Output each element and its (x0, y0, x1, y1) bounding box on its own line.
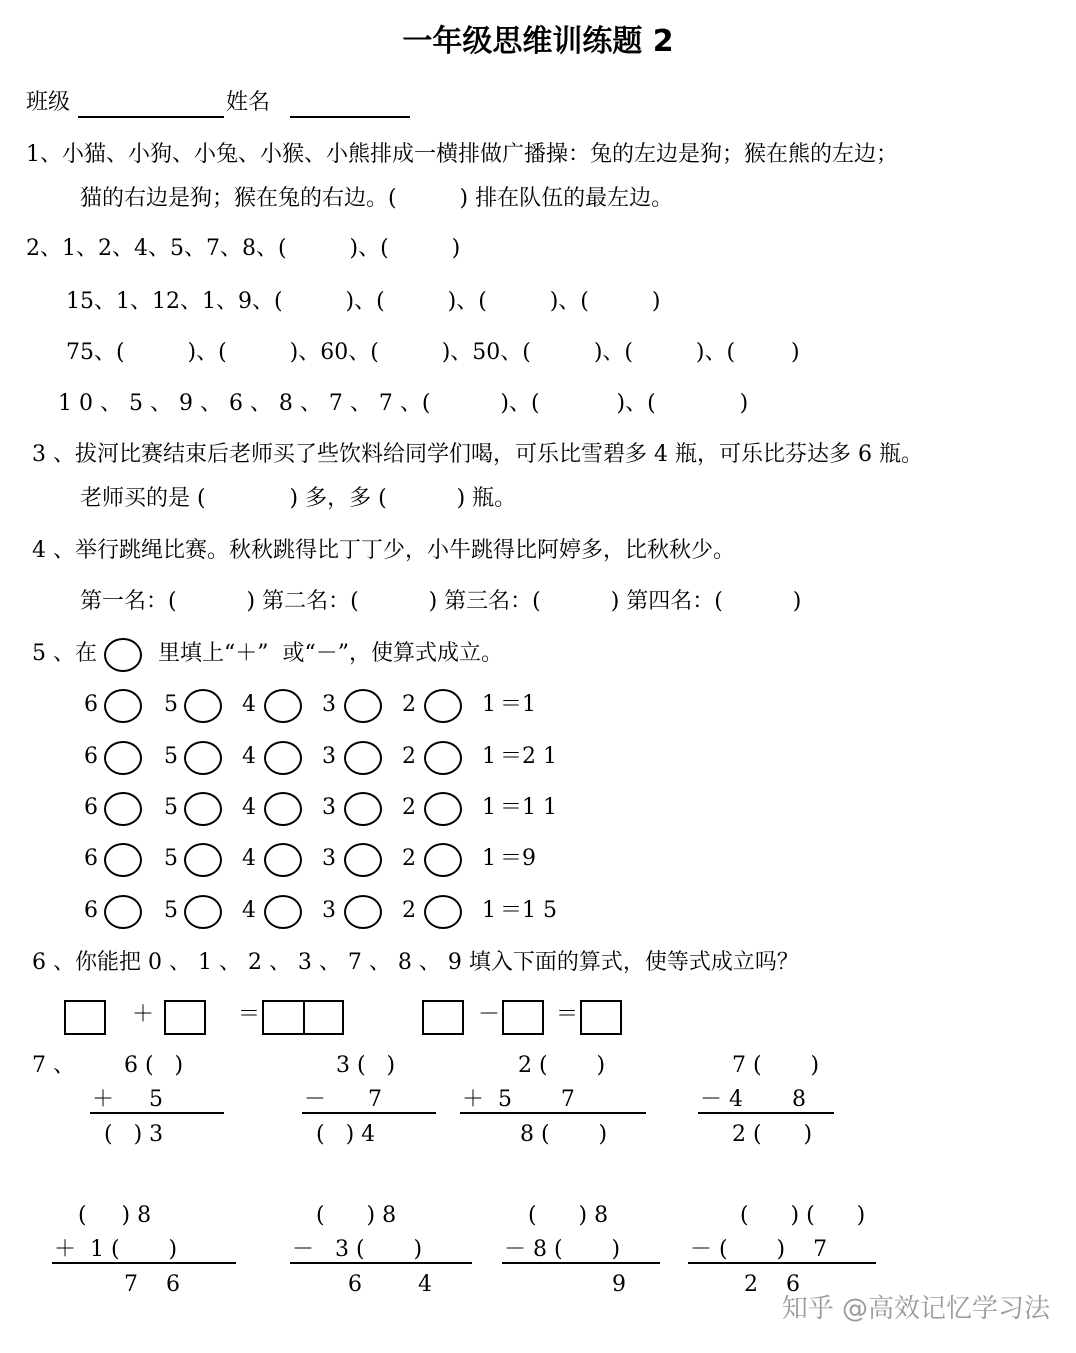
q7-answer-rule (52, 1262, 236, 1264)
q5-result: ＝1 (500, 692, 536, 717)
q7-answer-rule (502, 1262, 660, 1264)
q3-line1: 3 、拔河比赛结束后老师买了些饮料给同学们喝，可乐比雪碧多 4 瓶，可乐比芬达多 6 瓶。 (32, 442, 923, 467)
q7-answer-rule (90, 1112, 224, 1114)
q7-top-line: ( ) 8 (78, 1203, 152, 1228)
q5-prefix: 5 、在 (32, 641, 97, 666)
q5-operator-circle[interactable] (344, 895, 382, 929)
q7-answer-rule (698, 1112, 834, 1114)
q7-top-line: ( ) ( ) (740, 1203, 866, 1228)
q6-text: 6 、你能把 0 、 1 、 2 、 3 、 7 、 8 、 9 填入下面的算式，使等式成立吗？ (32, 950, 799, 975)
q6-plus-sign: ＋ (132, 1002, 155, 1027)
q5-number: 4 (242, 898, 256, 923)
name-blank[interactable] (290, 116, 410, 118)
q7-mid-line: － 3 ( ) (292, 1237, 423, 1262)
q5-operator-circle[interactable] (264, 741, 302, 775)
q5-example-circle (104, 638, 142, 672)
q7-top-line: ( ) 8 (528, 1203, 609, 1228)
q5-operator-circle[interactable] (184, 741, 222, 775)
q5-number: 3 (322, 692, 336, 717)
q7-bot-line: 2 6 (744, 1272, 800, 1297)
class-blank[interactable] (78, 116, 224, 118)
q5-operator-circle[interactable] (184, 843, 222, 877)
q5-result: ＝9 (500, 846, 536, 871)
q5-number: 6 (84, 795, 98, 820)
q5-number: 2 (402, 846, 416, 871)
q5-number: 1 (482, 692, 496, 717)
q5-operator-circle[interactable] (264, 843, 302, 877)
q7-mid-line: ＋ 5 7 (462, 1087, 575, 1112)
q6-equals-sign-1: ＝ (238, 1002, 261, 1027)
q5-operator-circle[interactable] (424, 741, 462, 775)
q5-operator-circle[interactable] (104, 741, 142, 775)
q5-number: 4 (242, 795, 256, 820)
name-label: 姓名 (226, 90, 271, 115)
q5-operator-circle[interactable] (104, 843, 142, 877)
q5-operator-circle[interactable] (424, 895, 462, 929)
page-title: 一年级思维训练题 2 (402, 24, 674, 59)
q7-mid-line: － 4 8 (700, 1087, 806, 1112)
q5-number: 6 (84, 898, 98, 923)
q6-sub-result-box[interactable] (580, 1000, 622, 1035)
q5-number: 3 (322, 846, 336, 871)
q1-line2: 猫的右边是狗；猴在兔的右边。( ) 排在队伍的最左边。 (80, 186, 674, 211)
q5-number: 3 (322, 744, 336, 769)
q1-line1: 1、小猫、小狗、小兔、小猴、小熊排成一横排做广播操：兔的左边是狗；猴在熊的左边； (26, 142, 899, 167)
q7-top-line: 7 ( ) (732, 1053, 820, 1078)
q7-mid-line: － 8 ( ) (504, 1237, 621, 1262)
q5-operator-circle[interactable] (424, 843, 462, 877)
q5-operator-circle[interactable] (184, 792, 222, 826)
q5-number: 5 (164, 846, 178, 871)
q5-number: 1 (482, 846, 496, 871)
q2-line3: 75、( )、( )、60、( )、50、( )、( )、( ) (66, 340, 800, 365)
q6-minus-sign: － (478, 1002, 501, 1027)
q6-equals-sign-2: ＝ (556, 1002, 579, 1027)
q5-suffix: 里填上“＋” 或“－”，使算式成立。 (158, 641, 503, 666)
q5-number: 1 (482, 795, 496, 820)
q5-number: 2 (402, 744, 416, 769)
class-label: 班级 (26, 90, 71, 115)
q6-sub-box-1[interactable] (422, 1000, 464, 1035)
q5-operator-circle[interactable] (104, 689, 142, 723)
q6-sub-box-2[interactable] (502, 1000, 544, 1035)
q5-number: 5 (164, 692, 178, 717)
q5-operator-circle[interactable] (264, 792, 302, 826)
q7-answer-rule (302, 1112, 436, 1114)
q5-operator-circle[interactable] (344, 689, 382, 723)
q5-number: 2 (402, 795, 416, 820)
q7-bot-line: 6 4 (348, 1272, 432, 1297)
q7-mid-line: ＋ 1 ( ) (54, 1237, 178, 1262)
q5-number: 5 (164, 898, 178, 923)
q5-number: 4 (242, 846, 256, 871)
q5-number: 5 (164, 744, 178, 769)
q7-bot-line: 2 ( ) (732, 1122, 813, 1147)
q5-result: ＝1 5 (500, 898, 557, 923)
q7-answer-rule (688, 1262, 876, 1264)
q5-result: ＝2 1 (500, 744, 557, 769)
q5-operator-circle[interactable] (344, 792, 382, 826)
q7-answer-rule (460, 1112, 646, 1114)
q5-number: 4 (242, 692, 256, 717)
q5-operator-circle[interactable] (184, 689, 222, 723)
q7-answer-rule (290, 1262, 472, 1264)
q7-top-line: ( ) 8 (316, 1203, 397, 1228)
q7-bot-line: ( ) 4 (316, 1122, 376, 1147)
q2-line1: 2、1、2、4、5、7、8、( )、( ) (26, 236, 461, 261)
q5-operator-circle[interactable] (264, 895, 302, 929)
q3-line2: 老师买的是 ( ) 多，多 ( ) 瓶。 (80, 486, 517, 511)
q6-add-result-box[interactable] (262, 1000, 344, 1035)
q5-operator-circle[interactable] (264, 689, 302, 723)
q7-mid-line: － ( ) 7 (690, 1237, 828, 1262)
q7-top-line: 3 ( ) (336, 1053, 396, 1078)
q6-add-box-1[interactable] (64, 1000, 106, 1035)
q2-line2: 15、1、12、1、9、( )、( )、( )、( ) (66, 289, 661, 314)
q5-number: 3 (322, 898, 336, 923)
q2-line4: 1 0 、 5 、 9 、 6 、 8 、 7 、 7 、( )、( )、( ) (58, 391, 749, 416)
q5-number: 1 (482, 898, 496, 923)
watermark: 知乎 @高效记忆学习法 (781, 1294, 1050, 1324)
q7-mid-line: － 7 (304, 1087, 382, 1112)
q5-operator-circle[interactable] (424, 689, 462, 723)
q5-operator-circle[interactable] (104, 895, 142, 929)
q5-operator-circle[interactable] (104, 792, 142, 826)
q5-operator-circle[interactable] (344, 741, 382, 775)
q6-add-box-2[interactable] (164, 1000, 206, 1035)
q5-number: 2 (402, 898, 416, 923)
q5-operator-circle[interactable] (184, 895, 222, 929)
q5-number: 3 (322, 795, 336, 820)
q5-operator-circle[interactable] (344, 843, 382, 877)
q5-number: 1 (482, 744, 496, 769)
q7-bot-line: 7 6 (124, 1272, 180, 1297)
q5-number: 5 (164, 795, 178, 820)
q5-number: 4 (242, 744, 256, 769)
q5-result: ＝1 1 (500, 795, 557, 820)
q5-number: 6 (84, 692, 98, 717)
q5-number: 2 (402, 692, 416, 717)
q4-line2: 第一名：( ) 第二名：( ) 第三名：( ) 第四名：( ) (80, 589, 802, 614)
q7-label: 7 、 (32, 1053, 75, 1078)
q5-number: 6 (84, 744, 98, 769)
q7-top-line: 6 ( ) (124, 1053, 184, 1078)
q5-number: 6 (84, 846, 98, 871)
q4-line1: 4 、举行跳绳比赛。秋秋跳得比丁丁少，小牛跳得比阿婷多，比秋秋少。 (32, 538, 735, 563)
q7-top-line: 2 ( ) (518, 1053, 606, 1078)
q5-operator-circle[interactable] (424, 792, 462, 826)
q7-bot-line: ( ) 3 (104, 1122, 164, 1147)
q7-bot-line: 8 ( ) (520, 1122, 608, 1147)
q7-bot-line: 9 (612, 1272, 626, 1297)
q7-mid-line: ＋ 5 (92, 1087, 163, 1112)
